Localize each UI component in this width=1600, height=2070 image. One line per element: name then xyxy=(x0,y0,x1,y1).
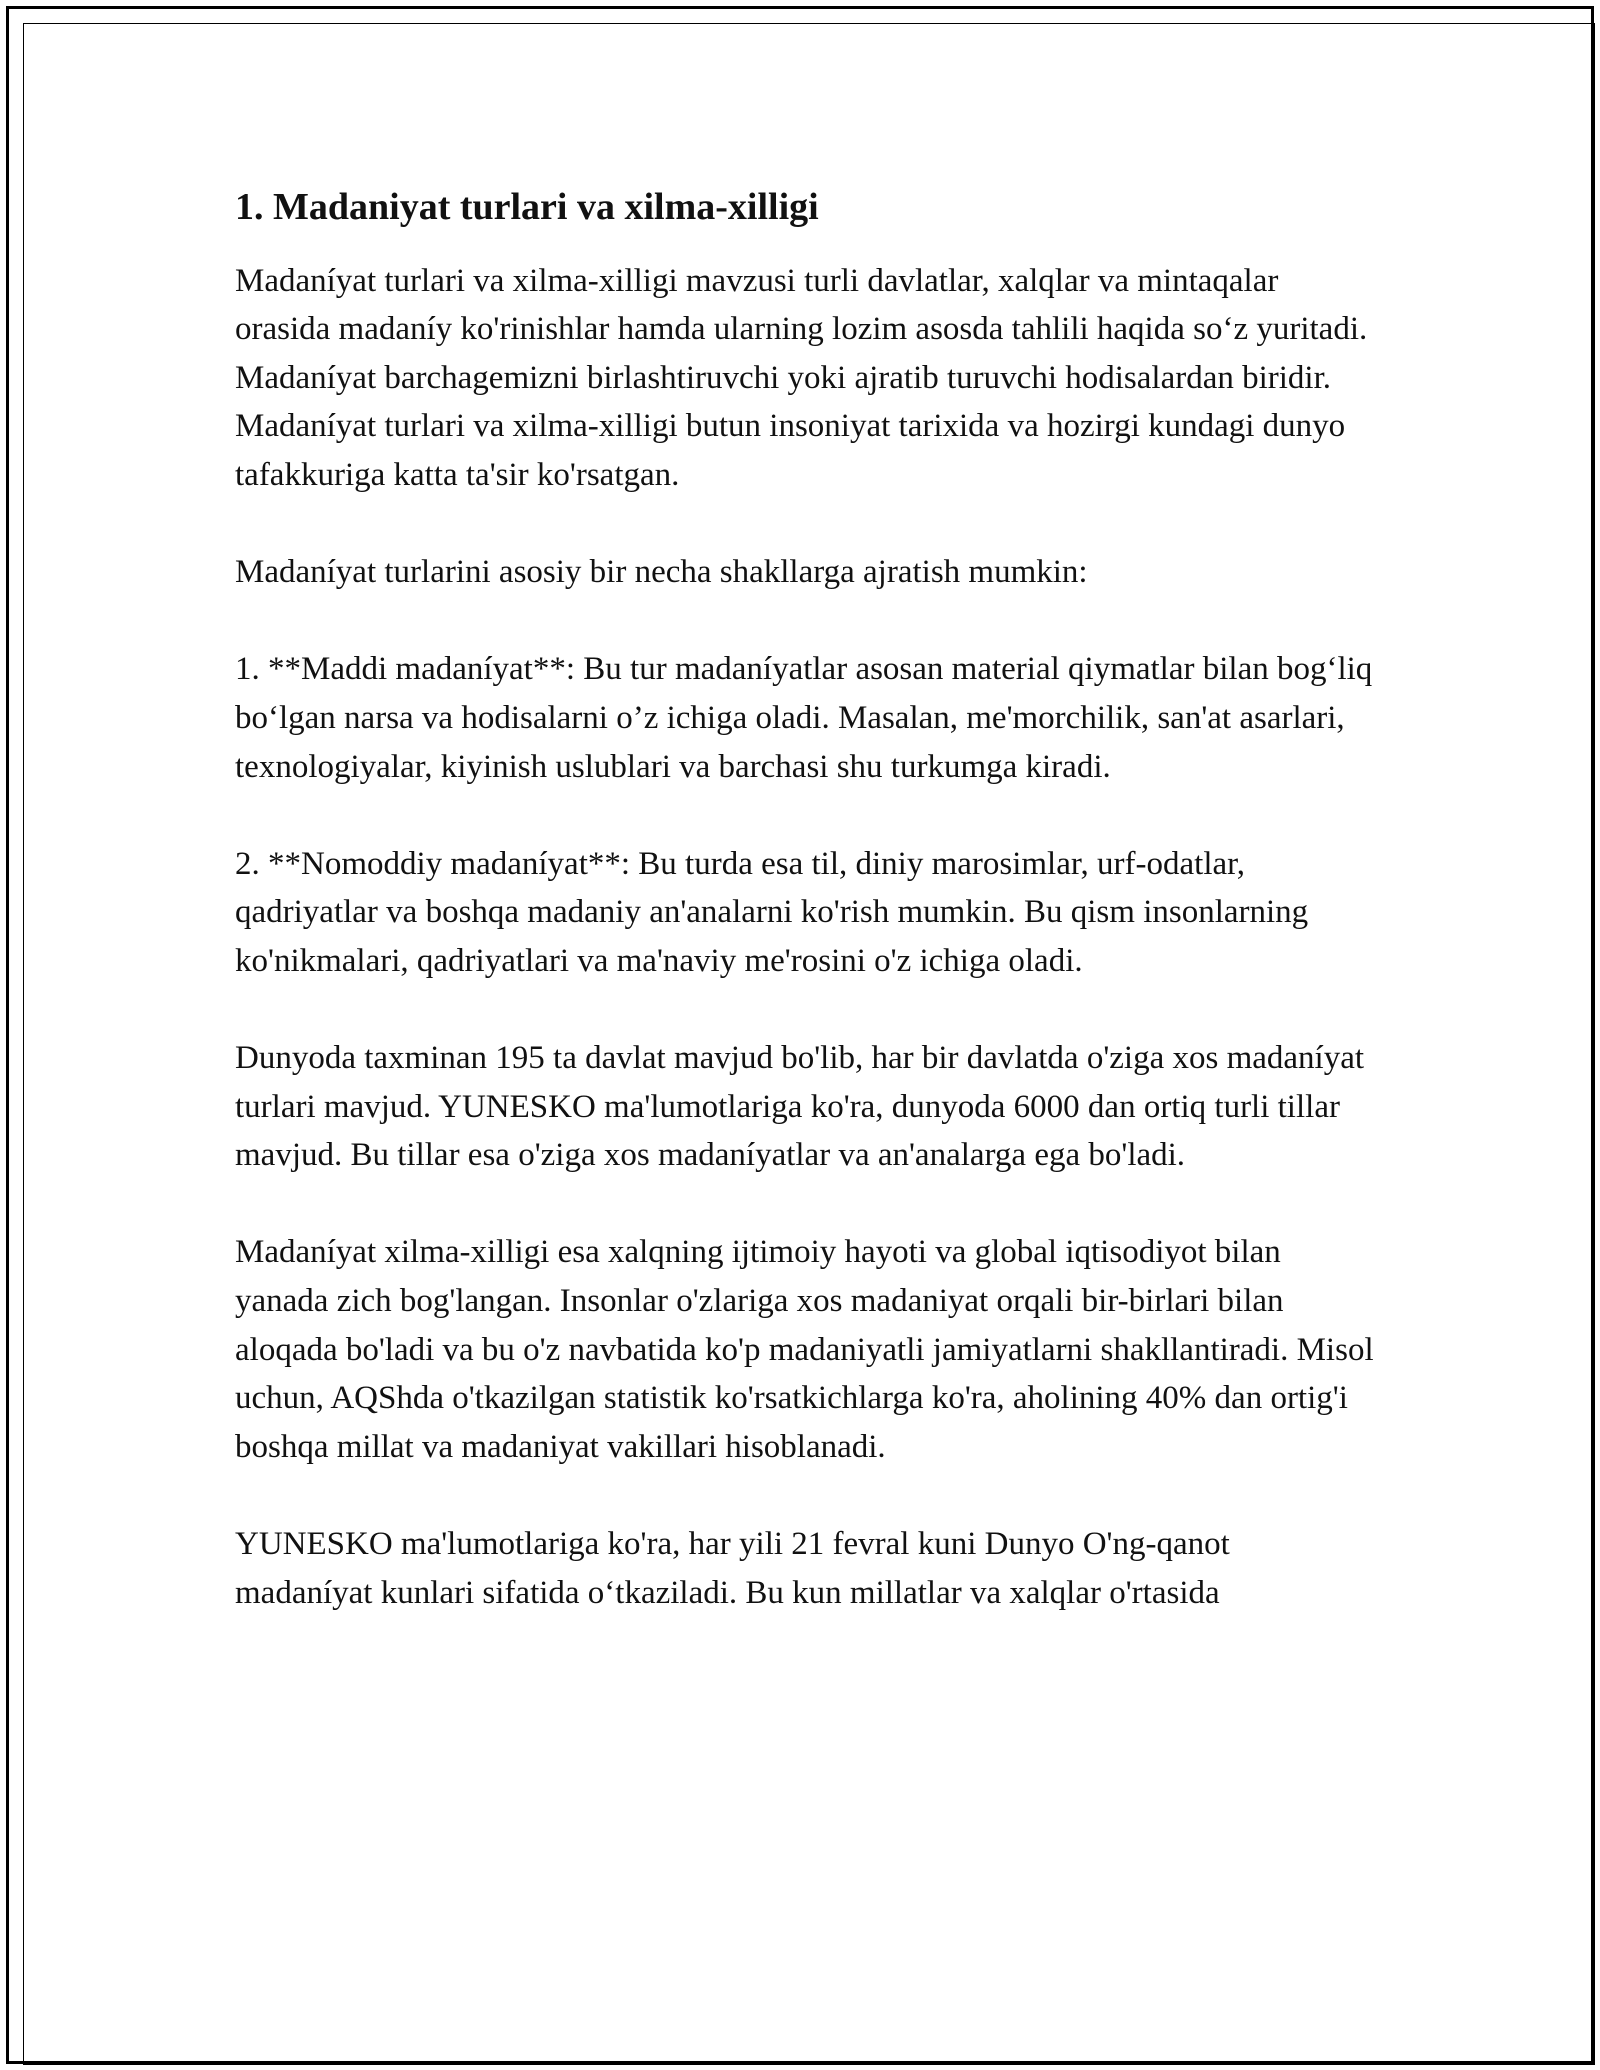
document-body xyxy=(235,185,1375,1617)
paragraph-types-lead: Madaníyat turlarini asosiy bir necha shakllarga ajratish mumkin: xyxy=(235,554,1088,591)
paragraph-intro: Madaníyat turlari va xilma-xilligi mavzusi turli davlatlar, xalqlar va mintaqalar orasida madaníy ko'rinishlar hamda ularning lozim asosda tahlili haqida so‘z yuritadi. Madaníyat barchagemizni birlashtiruvchi yoki ajratib turuvchi hodisalardan biridir. Madaníyat turlari va xilma-xilligi butun insoniyat tarixida va hozirgi kundagi dunyo tafakkuriga katta ta'sir ko'rsatgan. xyxy=(235,262,1368,493)
paragraph-nonmaterial-culture: 2. **Nomoddiy madaníyat**: Bu turda esa til, diniy marosimlar, urf-odatlar, qadriyatlar va boshqa madaniy an'analarni ko'rish mumkin. Bu qism insonlarning ko'nikmalari, qadriyatlari va ma'naviy me'rosini o'z ichiga oladi. xyxy=(235,845,1309,979)
page-title: 1. Madaniyat turlari va xilma-xilligi xyxy=(235,186,819,228)
paragraph-unesco-day: YUNESKO ma'lumotlariga ko'ra, har yili 21 fevral kuni Dunyo O'ng-qanot madaníyat kunlari sifatida o‘tkaziladi. Bu kun millatlar va xalqlar o'rtasida xyxy=(235,1526,1230,1611)
paragraph-cultural-diversity: Madaníyat xilma-xilligi esa xalqning ijtimoiy hayoti va global iqtisodiyot bilan yanada zich bog'langan. Insonlar o'zlariga xos madaniyat orqali bir-birlari bilan aloqada bo'ladi va bu o'z navbatida ko'p madaniyatli jamiyatlarni shakllantiradi. Misol uchun, AQShda o'tkazilgan statistik ko'rsatkichlarga ko'ra, aholining 40% dan ortig'i boshqa millat va madaniyat vakillari hisoblanadi. xyxy=(235,1234,1374,1465)
paragraph-countries-languages: Dunyoda taxminan 195 ta davlat mavjud bo'lib, har bir davlatda o'ziga xos madaníyat turlari mavjud. YUNESKO ma'lumotlariga ko'ra, dunyoda 6000 dan ortiq turli tillar mavjud. Bu tillar esa o'ziga xos madaníyatlar va an'analarga ega bo'ladi. xyxy=(235,1040,1365,1174)
paragraph-material-culture: 1. **Maddi madaníyat**: Bu tur madaníyatlar asosan material qiymatlar bilan bog‘liq bo‘lgan narsa va hodisalarni o’z ichiga oladi. Masalan, me'morchilik, san'at asarlari, texnologiyalar, kiyinish uslublari va barchasi shu turkumga kiradi. xyxy=(235,651,1373,785)
